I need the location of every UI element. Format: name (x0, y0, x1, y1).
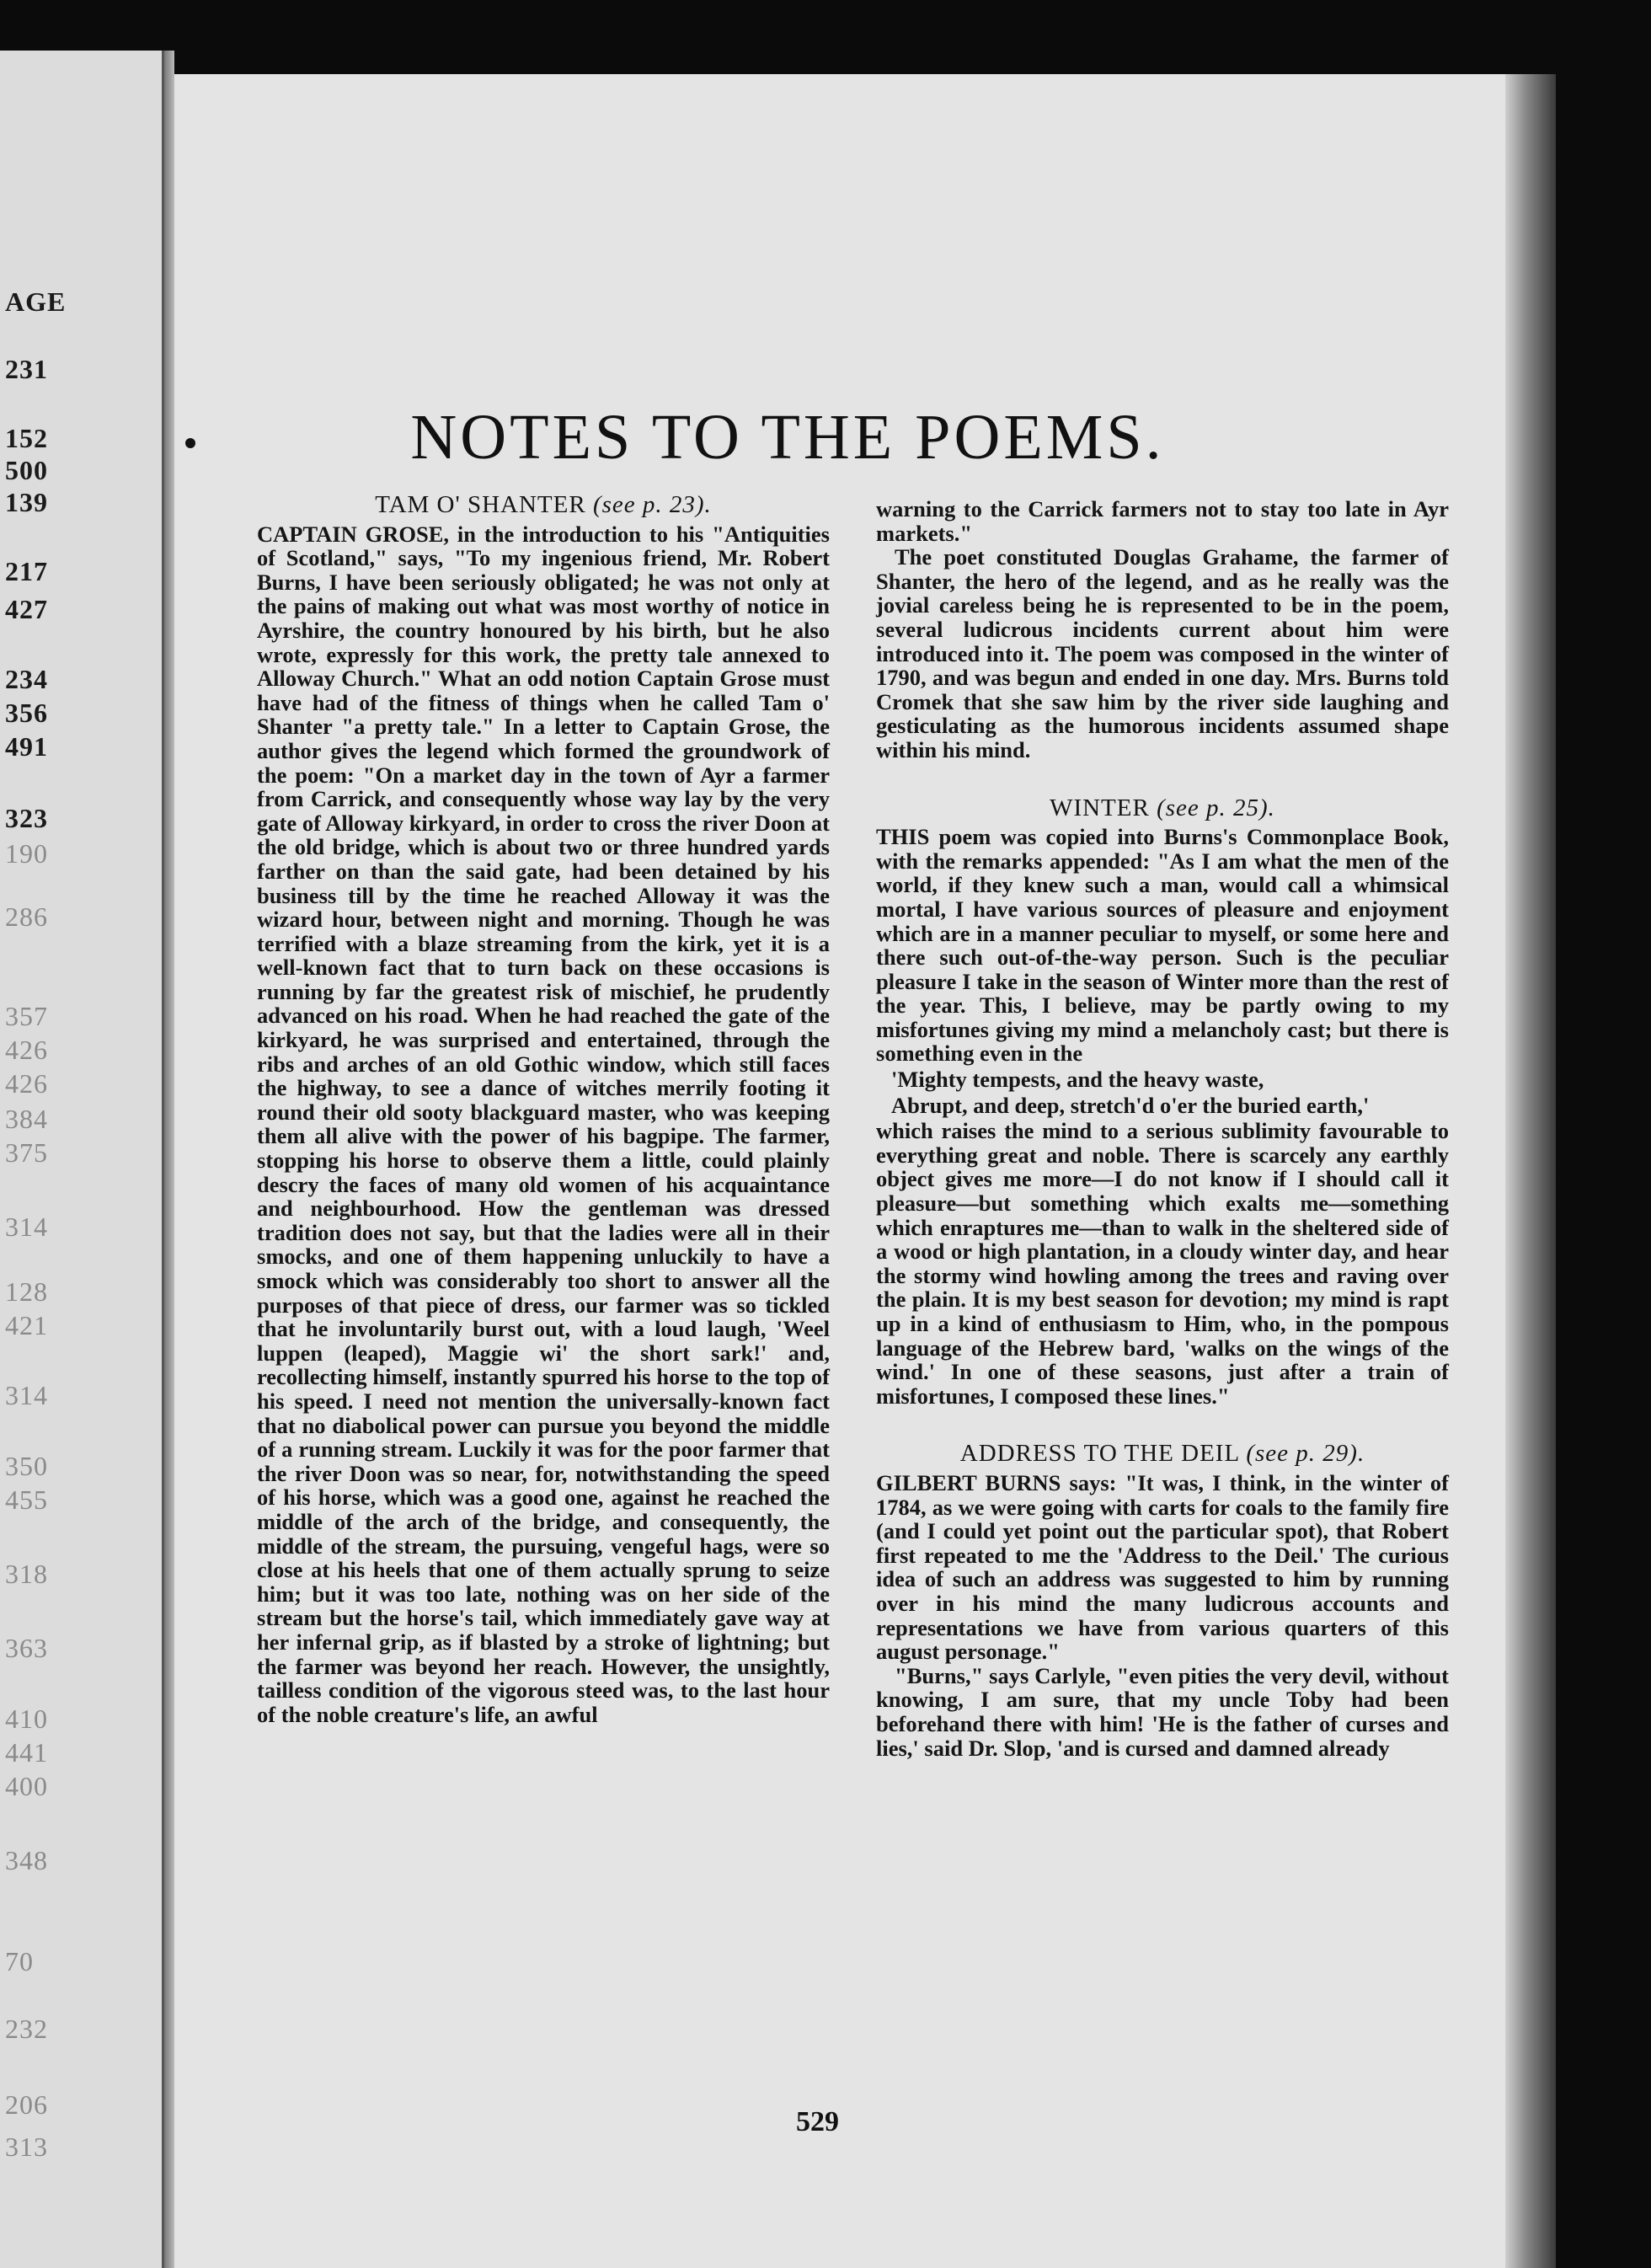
index-page-number: 348 (5, 1845, 48, 1875)
index-page-number: 350 (5, 1451, 48, 1481)
page-edge-shadow (1505, 74, 1556, 2268)
deil-paragraph-2: "Burns," says Carlyle, "even pities the very devil, without knowing, I am sure, that my uncle Toby had been beforehand there with him! 'He is the father of curses and lies,' said Dr. Slop, 'and is cursed and damned already (876, 1662, 1449, 1761)
margin-mark (185, 438, 195, 448)
index-page-number: 400 (5, 1771, 48, 1801)
index-page-number: 70 (5, 1946, 34, 1976)
index-page-number: 356 (5, 698, 48, 728)
index-page-number: 427 (5, 594, 48, 624)
index-page-number: 314 (5, 1380, 48, 1410)
right-column (876, 497, 1449, 1760)
index-page-number: 426 (5, 1068, 48, 1099)
index-page-number: 410 (5, 1704, 48, 1734)
index-page-number: 500 (5, 455, 48, 485)
winter-paragraph: THIS poem was copied into Burns's Commonplace Book, with the remarks appended: "As I am what the men of the world, if they knew such a man, would call a whimsical mortal, I have various sources of pleasure and enjoyment which are in a manner peculiar to myself, or some here and there such out-of-the-way person. Such is the peculiar pleasure I take in the season of Winter more than the rest of the year. This, I believe, may be partly owing to my misfortunes giving my mind a melancholy cast; but there is something even in the (876, 824, 1449, 1067)
index-page-number: 357 (5, 1001, 48, 1031)
index-page-number: 441 (5, 1737, 48, 1768)
index-page-number: 139 (5, 487, 48, 517)
book-gutter (164, 51, 174, 2268)
adjacent-page-index (0, 51, 164, 2268)
index-page-number: AGE (5, 286, 67, 317)
index-page-number: 426 (5, 1035, 48, 1065)
index-page-number: 455 (5, 1484, 48, 1515)
deil-paragraph: GILBERT BURNS says: "It was, I think, in the winter of 1784, as we were going with carts for coals to the family fire (and I could yet point out the particular spot), that Robert first repeated to me the 'Address to the Deil.' The curious idea of such an address was suggested to him by running over in his mind the many ludicrous accounts and representations we have from various quarters of this august personage." (876, 1469, 1449, 1665)
tam-paragraph-2: The poet constituted Douglas Grahame, the farmer of Shanter, the hero of the legend, and as he really was the jovial careless being he is represented to be in the poem, several ludicrous incidents current about him were introduced into it. The poem was composed in the winter of 1790, and was begun and ended in one day. Mrs. Burns told Cromek that she saw him by the river side laughing and gesticulating as the humorous incidents assumed shape within his mind. (876, 544, 1449, 762)
index-page-number: 375 (5, 1137, 48, 1168)
winter-paragraph-2: which raises the mind to a serious sublimity favourable to everything great and noble. There is scarcely any earthly object gives me more—I do not know if I should call it pleasure—but something which exalts me—something which enraptures me—than to walk in the sheltered side of a wood or high plantation, in a cloudy winter day, and hear the stormy wind howling among the trees and raving over the plain. It is my best season for devotion; my mind is rapt up in a kind of enthusiasm to Him, who, in the pompous language of the Hebrew bard, 'walks on the wings of the wind.' In one of these seasons, just after a train of misfortunes, I composed these lines." (876, 1118, 1449, 1409)
index-page-number: 234 (5, 664, 48, 694)
index-page-number: 323 (5, 803, 48, 833)
index-page-number: 314 (5, 1212, 48, 1242)
index-page-number: 217 (5, 556, 48, 586)
tam-continuation: warning to the Carrick farmers not to stay too late in Ayr markets." (876, 496, 1449, 546)
index-page-number: 206 (5, 2089, 48, 2120)
left-column (257, 493, 830, 1726)
index-page-number: 190 (5, 838, 48, 869)
index-page-number: 286 (5, 901, 48, 932)
index-page-number: 313 (5, 2132, 48, 2162)
section-heading-winter: WINTER (see p. 25). (1050, 794, 1275, 821)
section-heading-deil: ADDRESS TO THE DEIL (see p. 29). (959, 1440, 1365, 1468)
winter-quote-line-2: Abrupt, and deep, stretch'd o'er the buried earth,' (891, 1092, 1370, 1118)
index-page-number: 128 (5, 1276, 48, 1307)
page-title: NOTES TO THE POEMS. (410, 401, 1165, 473)
index-page-number: 491 (5, 731, 48, 762)
tam-paragraph: CAPTAIN GROSE, in the introduction to his "Antiquities of Scotland," says, "To my ingenious friend, Mr. Robert Burns, I have been seriously obligated; he was not only at the pains of making out what was most worthy of notice in Ayrshire, the country honoured by his birth, but he also wrote, expressly for this work, the pretty tale annexed to Alloway Church." What an odd notion Captain Grose must have had of the fitness of things when he called Tam o' Shanter "a pretty tale." In a letter to Captain Grose, the author gives the legend which formed the groundwork of the poem: "On a market day in the town of Ayr a farmer from Carrick, and consequently whose way lay by the very gate of Alloway kirkyard, in order to cross the river Doon at the old bridge, which is about two or three hundred yards farther on than the said gate, had been detained by his business till by the time he reached Alloway it was the wizard hour, between night and morning. Though he was terrified with a blaze streaming from the kirk, yet it is a well-known fact that to turn back on these occasions is running by far the greatest risk of mischief, he prudently advanced on his road. When he had reached the gate of the kirkyard, he was surprised and entertained, through the ribs and arches of an old Gothic window, which still faces the highway, to see a dance of witches merrily footing it round their old sooty blackguard master, who was keeping them all alive with the power of his bagpipe. The farmer, stopping his horse to observe them a little, could plainly descry the faces of many old women of his acquaintance and neighbourhood. How the gentleman was dressed tradition does not say, but that the ladies were all in their smocks, and one of them happening unluckily to have a smock which was considerably too short to answer all the purposes of that piece of dress, our farmer was so tickled that he involuntarily burst out, with a loud laugh, 'Weel luppen (leaped), Maggie wi' the short sark!' and, recollecting himself, instantly spurred his horse to the top of his speed. I need not mention the universally-known fact that no diabolical power can pursue you beyond the middle of a running stream. Luckily it was for the poor farmer that the river Doon was so near, for, notwithstanding the speed of his horse, which was a good one, against he reached the middle of the arch of the bridge, and consequently, the middle of the stream, the pursuing, vengeful hags, were so close at his heels that one of them actually sprung to seize him; but it was too late, nothing was on her side of the stream but the horse's tail, which immediately gave way at her infernal grip, as if blasted by a stroke of lightning; but the farmer was beyond her reach. However, the unsightly, tailless condition of the vigorous steed was, to the last hour of the noble creature's life, an awful (257, 521, 830, 1727)
index-page-number: 384 (5, 1104, 48, 1134)
index-page-number: 232 (5, 2014, 48, 2044)
index-page-number: 363 (5, 1633, 48, 1663)
index-page-number: 318 (5, 1559, 48, 1589)
section-heading-tam: TAM O' SHANTER (see p. 23). (375, 491, 712, 518)
page-number: 529 (796, 2106, 839, 2137)
index-page-number: 152 (5, 423, 48, 453)
index-page-number: 421 (5, 1310, 48, 1340)
index-page-number: 231 (5, 354, 48, 384)
winter-quote-line-1: 'Mighty tempests, and the heavy waste, (891, 1067, 1264, 1093)
